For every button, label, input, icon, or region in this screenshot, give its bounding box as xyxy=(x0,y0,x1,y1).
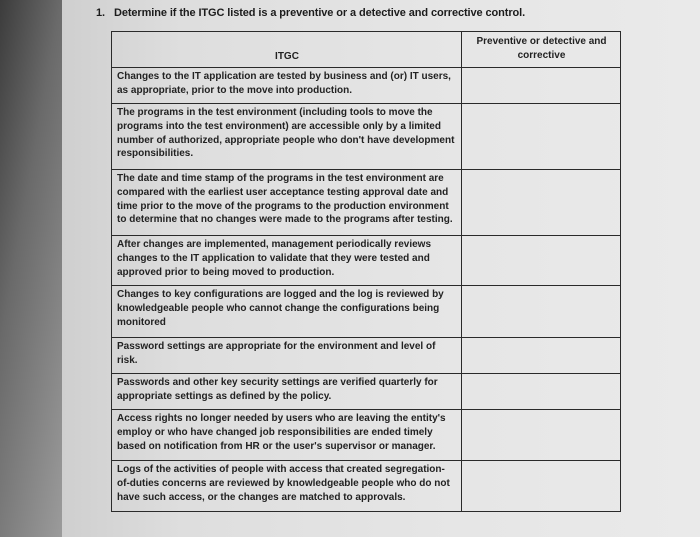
answer-cell[interactable] xyxy=(462,104,621,170)
table-row xyxy=(112,461,621,512)
answer-column-header: Preventive or detective and corrective xyxy=(462,32,621,68)
table-row xyxy=(112,104,621,170)
itgc-table xyxy=(111,31,621,512)
question-text: Determine if the ITGC listed is a preventive or a detective and corrective control. xyxy=(113,7,526,19)
answer-cell[interactable] xyxy=(462,170,621,236)
control-description-cell: Logs of the activities of people with access that created segregation-of-duties concerns are reviewed by knowledgeable people who do not have such access, or the changes are matched to approvals. xyxy=(112,461,462,512)
table-header-row xyxy=(112,32,621,68)
control-description-cell: The date and time stamp of the programs in the test environment are compared with the earliest user acceptance testing approval date and time prior to the move of the programs to the production environment to determine that no changes were made to the programs after testing. xyxy=(112,170,462,236)
itgc-column-header: ITGC xyxy=(112,32,462,68)
table-row xyxy=(112,286,621,338)
table-row xyxy=(112,170,621,236)
answer-cell[interactable] xyxy=(462,68,621,104)
control-description-cell: Access rights no longer needed by users who are leaving the entity's employ or who have changed job responsibilities are ended timely based on notification from HR or the user's supervisor or manager. xyxy=(112,410,462,461)
table-row xyxy=(112,68,621,104)
table-row xyxy=(112,410,621,461)
table-row xyxy=(112,338,621,374)
table-row xyxy=(112,374,621,410)
question-number: 1. xyxy=(96,7,105,19)
control-description-cell: After changes are implemented, management periodically reviews changes to the IT application to validate that they were tested and approved prior to being moved to production. xyxy=(112,236,462,286)
answer-cell[interactable] xyxy=(462,461,621,512)
control-description-cell: Changes to the IT application are tested by business and (or) IT users, as appropriate, prior to the move into production. xyxy=(112,68,462,104)
answer-cell[interactable] xyxy=(462,236,621,286)
table-row xyxy=(112,236,621,286)
control-description-cell: Changes to key configurations are logged and the log is reviewed by knowledgeable people who cannot change the configurations being monitored xyxy=(112,286,462,338)
answer-cell[interactable] xyxy=(462,338,621,374)
answer-cell[interactable] xyxy=(462,374,621,410)
question-prompt xyxy=(96,7,525,19)
answer-cell[interactable] xyxy=(462,410,621,461)
control-description-cell: Passwords and other key security settings are verified quarterly for appropriate settings as defined by the policy. xyxy=(112,374,462,410)
answer-cell[interactable] xyxy=(462,286,621,338)
control-description-cell: Password settings are appropriate for the environment and level of risk. xyxy=(112,338,462,374)
control-description-cell: The programs in the test environment (including tools to move the programs into the test environment) are accessible only by a limited number of authorized, appropriate people who don't have development responsibilities. xyxy=(112,104,462,170)
